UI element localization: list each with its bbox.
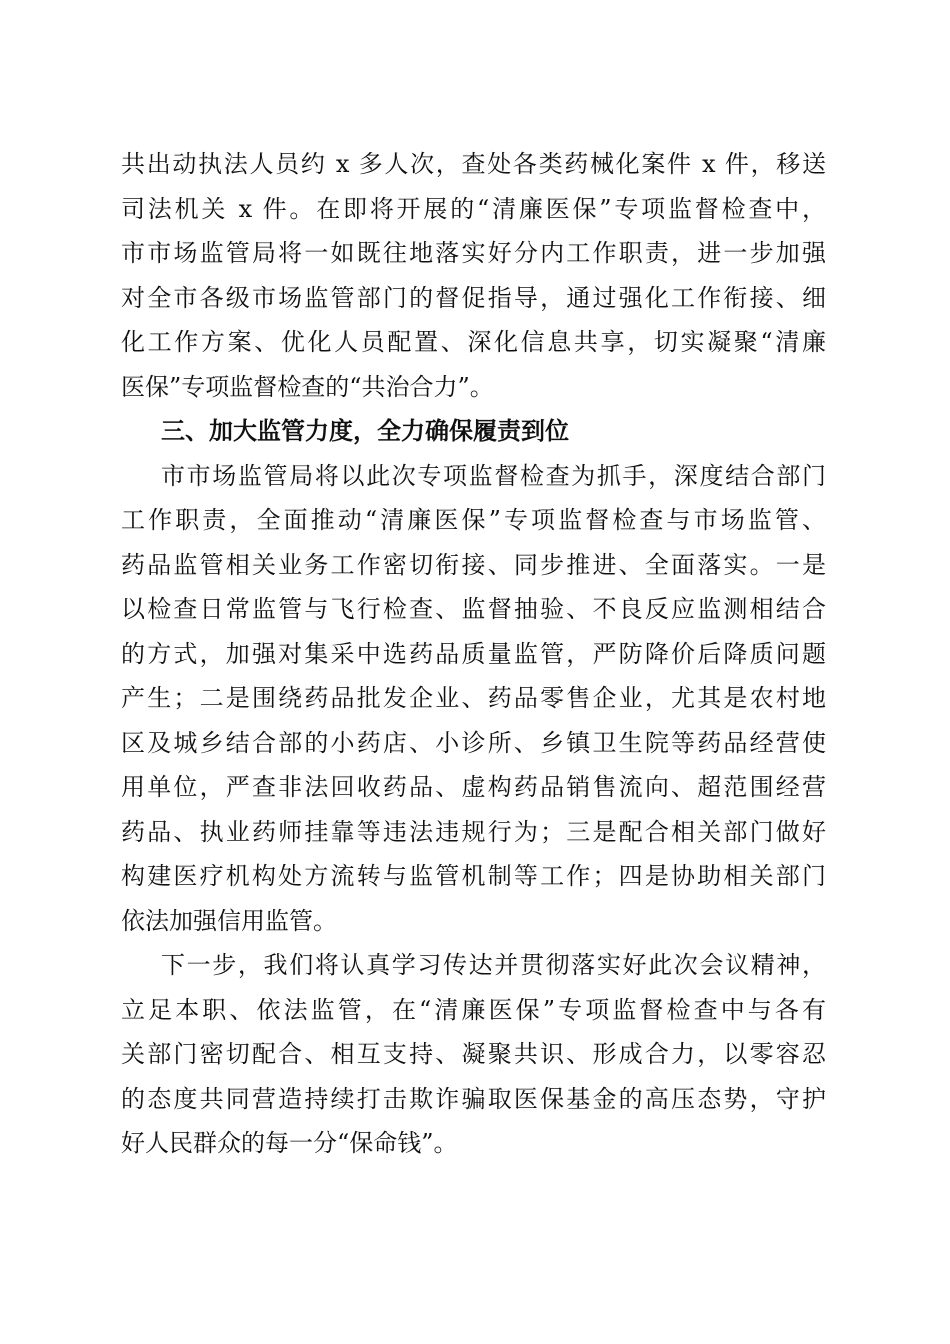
paragraph-line: 依法加强信用监管。 [121,906,337,935]
paragraph-line: 工作职责，全面推动“清廉医保”专项监督检查与市场监管、 [121,506,826,534]
paragraph-line: 药品、执业药师挂靠等违法违规行为；三是配合相关部门做好 [121,817,826,846]
paragraph-line: 以检查日常监管与飞行检查、监督抽验、不良反应监测相结合 [121,595,826,623]
paragraph-2 [121,454,826,944]
paragraph-line: 对全市各级市场监管部门的督促指导，通过强化工作衔接、细 [121,283,826,312]
paragraph-line: 的方式，加强对集采中选药品质量监管，严防降价后降质问题 [121,639,826,668]
paragraph-line: 用单位，严查非法回收药品、虚构药品销售流向、超范围经营 [121,773,826,801]
paragraph-1 [121,142,826,409]
paragraph-line: 构建医疗机构处方流转与监管机制等工作；四是协助相关部门 [121,862,826,890]
paragraph-line: 关部门密切配合、相互支持、凝聚共识、形成合力，以零容忍 [121,1040,826,1068]
paragraph-line: 市市场监管局将以此次专项监督检查为抓手，深度结合部门 [161,461,826,490]
paragraph-line: 产生；二是围绕药品批发企业、药品零售企业，尤其是农村地 [121,684,826,712]
paragraph-line: 药品监管相关业务工作密切衔接、同步推进、全面落实。一是 [121,550,826,579]
paragraph-line: 共出动执法人员约 x 多人次，查处各类药械化案件 x 件，移送 [121,150,826,178]
paragraph-line: 医保”专项监督检查的“共治合力”。 [121,372,494,401]
paragraph-line: 好人民群众的每一分“保命钱”。 [121,1129,458,1157]
paragraph-line: 区及城乡结合部的小药店、小诊所、乡镇卫生院等药品经营使 [121,728,826,757]
paragraph-line: 化工作方案、优化人员配置、深化信息共享，切实凝聚“清廉 [121,328,826,356]
document-body [121,142,826,1166]
paragraph-line: 立足本职、依法监管，在“清廉医保”专项监督检查中与各有 [121,995,826,1024]
paragraph-line: 司法机关 x 件。在即将开展的“清廉医保”专项监督检查中， [121,194,826,223]
paragraph-line: 市市场监管局将一如既往地落实好分内工作职责，进一步加强 [121,239,826,267]
paragraph-line: 的态度共同营造持续打击欺诈骗取医保基金的高压态势，守护 [121,1084,826,1113]
paragraph-3 [121,943,826,1166]
section-heading-3: 三、加大监管力度，全力确保履责到位 [161,417,569,445]
paragraph-line: 下一步，我们将认真学习传达并贯彻落实好此次会议精神， [161,951,826,979]
